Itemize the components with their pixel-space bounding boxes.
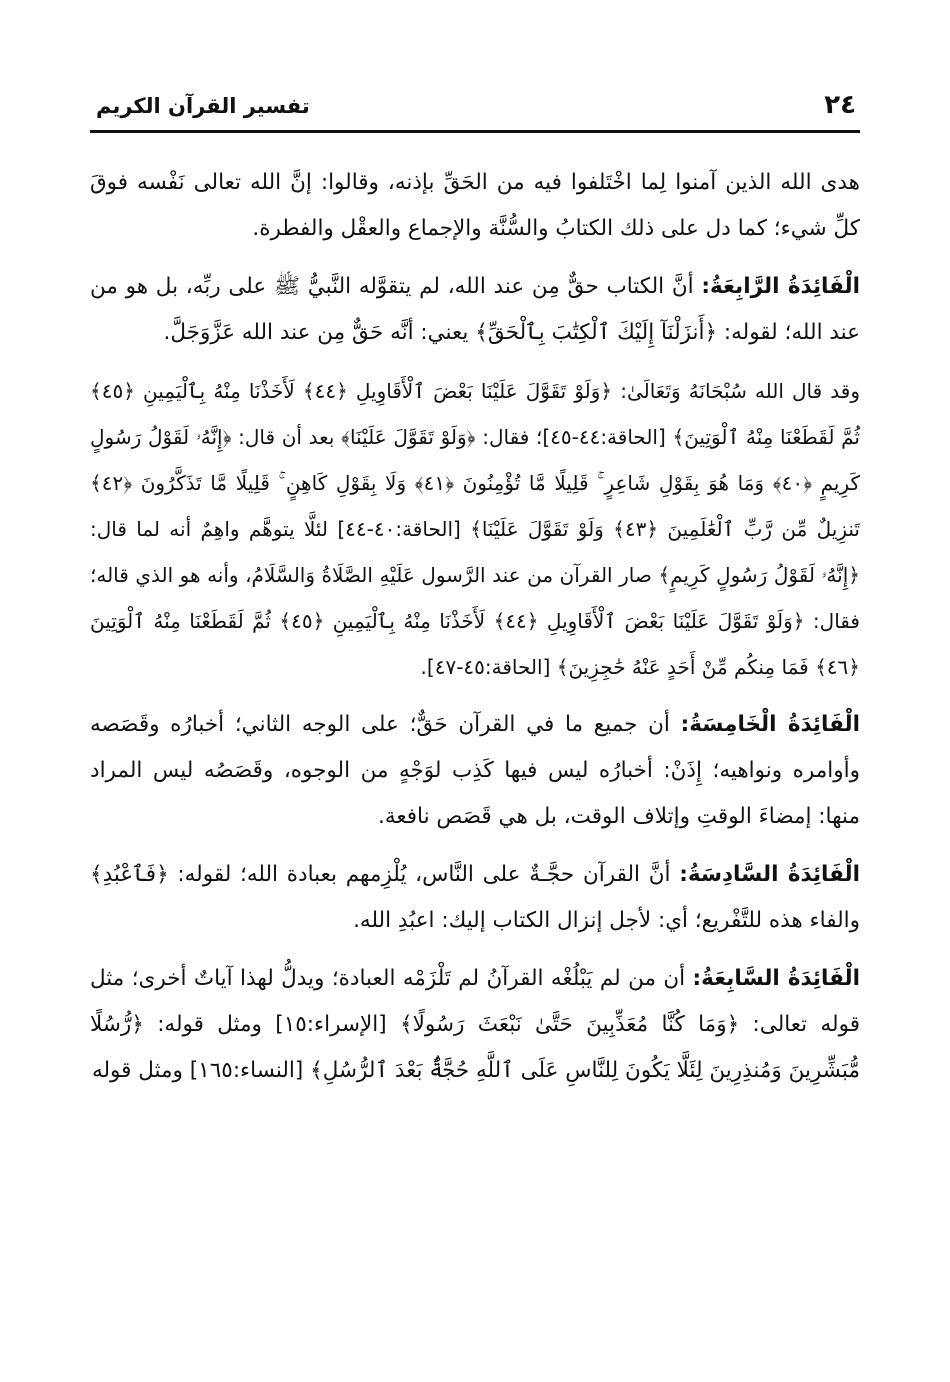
document-page xyxy=(90,0,860,1382)
page-number: ٢٤ xyxy=(824,90,856,120)
paragraph-heading: الْفَائِدَةُ السَّادِسَةُ: xyxy=(679,862,861,887)
paragraph-1 xyxy=(90,160,860,252)
paragraph-text: أن من لم يَبْلُغْه القرآنُ لم تَلْزَمْه العبادة؛ ويدلُّ لهذا آياتٌ أخرى؛ مثل قوله تعالى: ﴿وَمَا كُنَّا مُعَذِّبِينَ حَتَّىٰ نَبْعَثَ رَسُولًا﴾ [الإسراء:١٥] ومثل قوله: ﴿رُّسُلًا مُّبَشِّرِينَ وَمُنذِرِينَ لِئَلَّا يَكُونَ لِلنَّاسِ عَلَى ٱللَّهِ حُجَّةٌۢ بَعْدَ ٱلرُّسُلِ﴾ [النساء:١٦٥] ومثل قوله xyxy=(90,966,860,1083)
paragraph-3 xyxy=(90,368,860,690)
paragraph-text: وقد قال الله سُبْحَانَهُ وَتَعَالَىٰ: ﴿وَلَوْ تَقَوَّلَ عَلَيْنَا بَعْضَ ٱلْأَقَاوِيلِ ﴿٤٤﴾ لَأَخَذْنَا مِنْهُ بِٱلْيَمِينِ ﴿٤٥﴾ ثُمَّ لَقَطَعْنَا مِنْهُ ٱلْوَتِينَ﴾ [الحاقة:٤٤-٤٥]؛ فقال: ﴿وَلَوْ تَقَوَّلَ عَلَيْنَا﴾ بعد أن قال: ﴿إِنَّهُۥ لَقَوْلُ رَسُولٍ كَرِيمٍ ﴿٤٠﴾ وَمَا هُوَ بِقَوْلِ شَاعِرٍ ۚ قَلِيلًا مَّا تُؤْمِنُونَ ﴿٤١﴾ وَلَا بِقَوْلِ كَاهِنٍ ۚ قَلِيلًا مَّا تَذَكَّرُونَ ﴿٤٢﴾ تَنزِيلٌ مِّن رَّبِّ ٱلْعَٰلَمِينَ ﴿٤٣﴾ وَلَوْ تَقَوَّلَ عَلَيْنَا﴾ [الحاقة:٤٠-٤٤] لئلَّا يتوهَّم واهِمٌ أنه لما قال: ﴿إِنَّهُۥ لَقَوْلُ رَسُولٍ كَرِيمٍ﴾ صار القرآن من عند الرَّسول عَلَيْهِ الصَّلَاةُ وَالسَّلَامُ، وأنه هو الذي قاله؛ فقال: ﴿وَلَوْ تَقَوَّلَ عَلَيْنَا بَعْضَ ٱلْأَقَاوِيلِ ﴿٤٤﴾ لَأَخَذْنَا مِنْهُ بِٱلْيَمِينِ ﴿٤٥﴾ ثُمَّ لَقَطَعْنَا مِنْهُ ٱلْوَتِينَ ﴿٤٦﴾ فَمَا مِنكُم مِّنْ أَحَدٍ عَنْهُ حَٰجِزِينَ﴾ [الحاقة:٤٥-٤٧]. xyxy=(90,379,860,679)
paragraph-heading: الْفَائِدَةُ الْخَامِسَةُ: xyxy=(680,712,860,737)
paragraph-text: أنَّ القرآن حجَّـةٌ على النَّاس، يُلْزِمهم بعبادة الله؛ لقوله: ﴿فَٱعْبُدِ﴾ والفاء هذه للتَّفْريع؛ أي: لأجل إنزال الكتاب إليك: اعبُدِ الله. xyxy=(90,862,860,933)
paragraph-4 xyxy=(90,702,860,840)
paragraph-text: أن جميع ما في القرآن حَقٌّ؛ على الوجه الثاني؛ أخبارُه وقَصَصه وأوامره ونواهيه؛ إِذَنْ: أخبارُه ليس فيها كَذِب لوَجْهٍ من الوجوه، وقَصَصُه ليس المراد منها: إمضاءَ الوقتِ وإتلاف الوقت، بل هي قَصَص نافعة. xyxy=(90,712,860,829)
paragraph-heading: الْفَائِدَةُ الرَّابِعَةُ: xyxy=(701,274,861,299)
running-title: تفسير القرآن الكريم xyxy=(96,94,310,118)
paragraph-2 xyxy=(90,264,860,356)
paragraph-5 xyxy=(90,852,860,944)
page-body xyxy=(90,160,860,1106)
paragraph-6 xyxy=(90,956,860,1094)
paragraph-heading: الْفَائِدَةُ السَّابِعَةُ: xyxy=(692,966,860,991)
page-header xyxy=(90,86,860,133)
paragraph-text: أنَّ الكتاب حقٌّ مِن عند الله، لم يتقوَّله النَّبيُّ ﷺ على ربِّه، بل هو من عند الله؛ لقوله: ﴿أَنزَلْنَآ إِلَيْكَ ٱلْكِتَٰبَ بِٱلْحَقِّ﴾ يعني: أنَّه حَقٌّ مِن عند الله عَزَّوَجَلَّ. xyxy=(90,274,860,345)
paragraph-text: هدى الله الذين آمنوا لِما اخْتَلفوا فيه من الحَقِّ بإذنه، وقالوا: إنَّ الله تعالى نَفْسه فوقَ كلِّ شيء؛ كما دل على ذلك الكتابُ والسُّنَّة والإجماع والعقْل والفطرة. xyxy=(90,170,860,241)
